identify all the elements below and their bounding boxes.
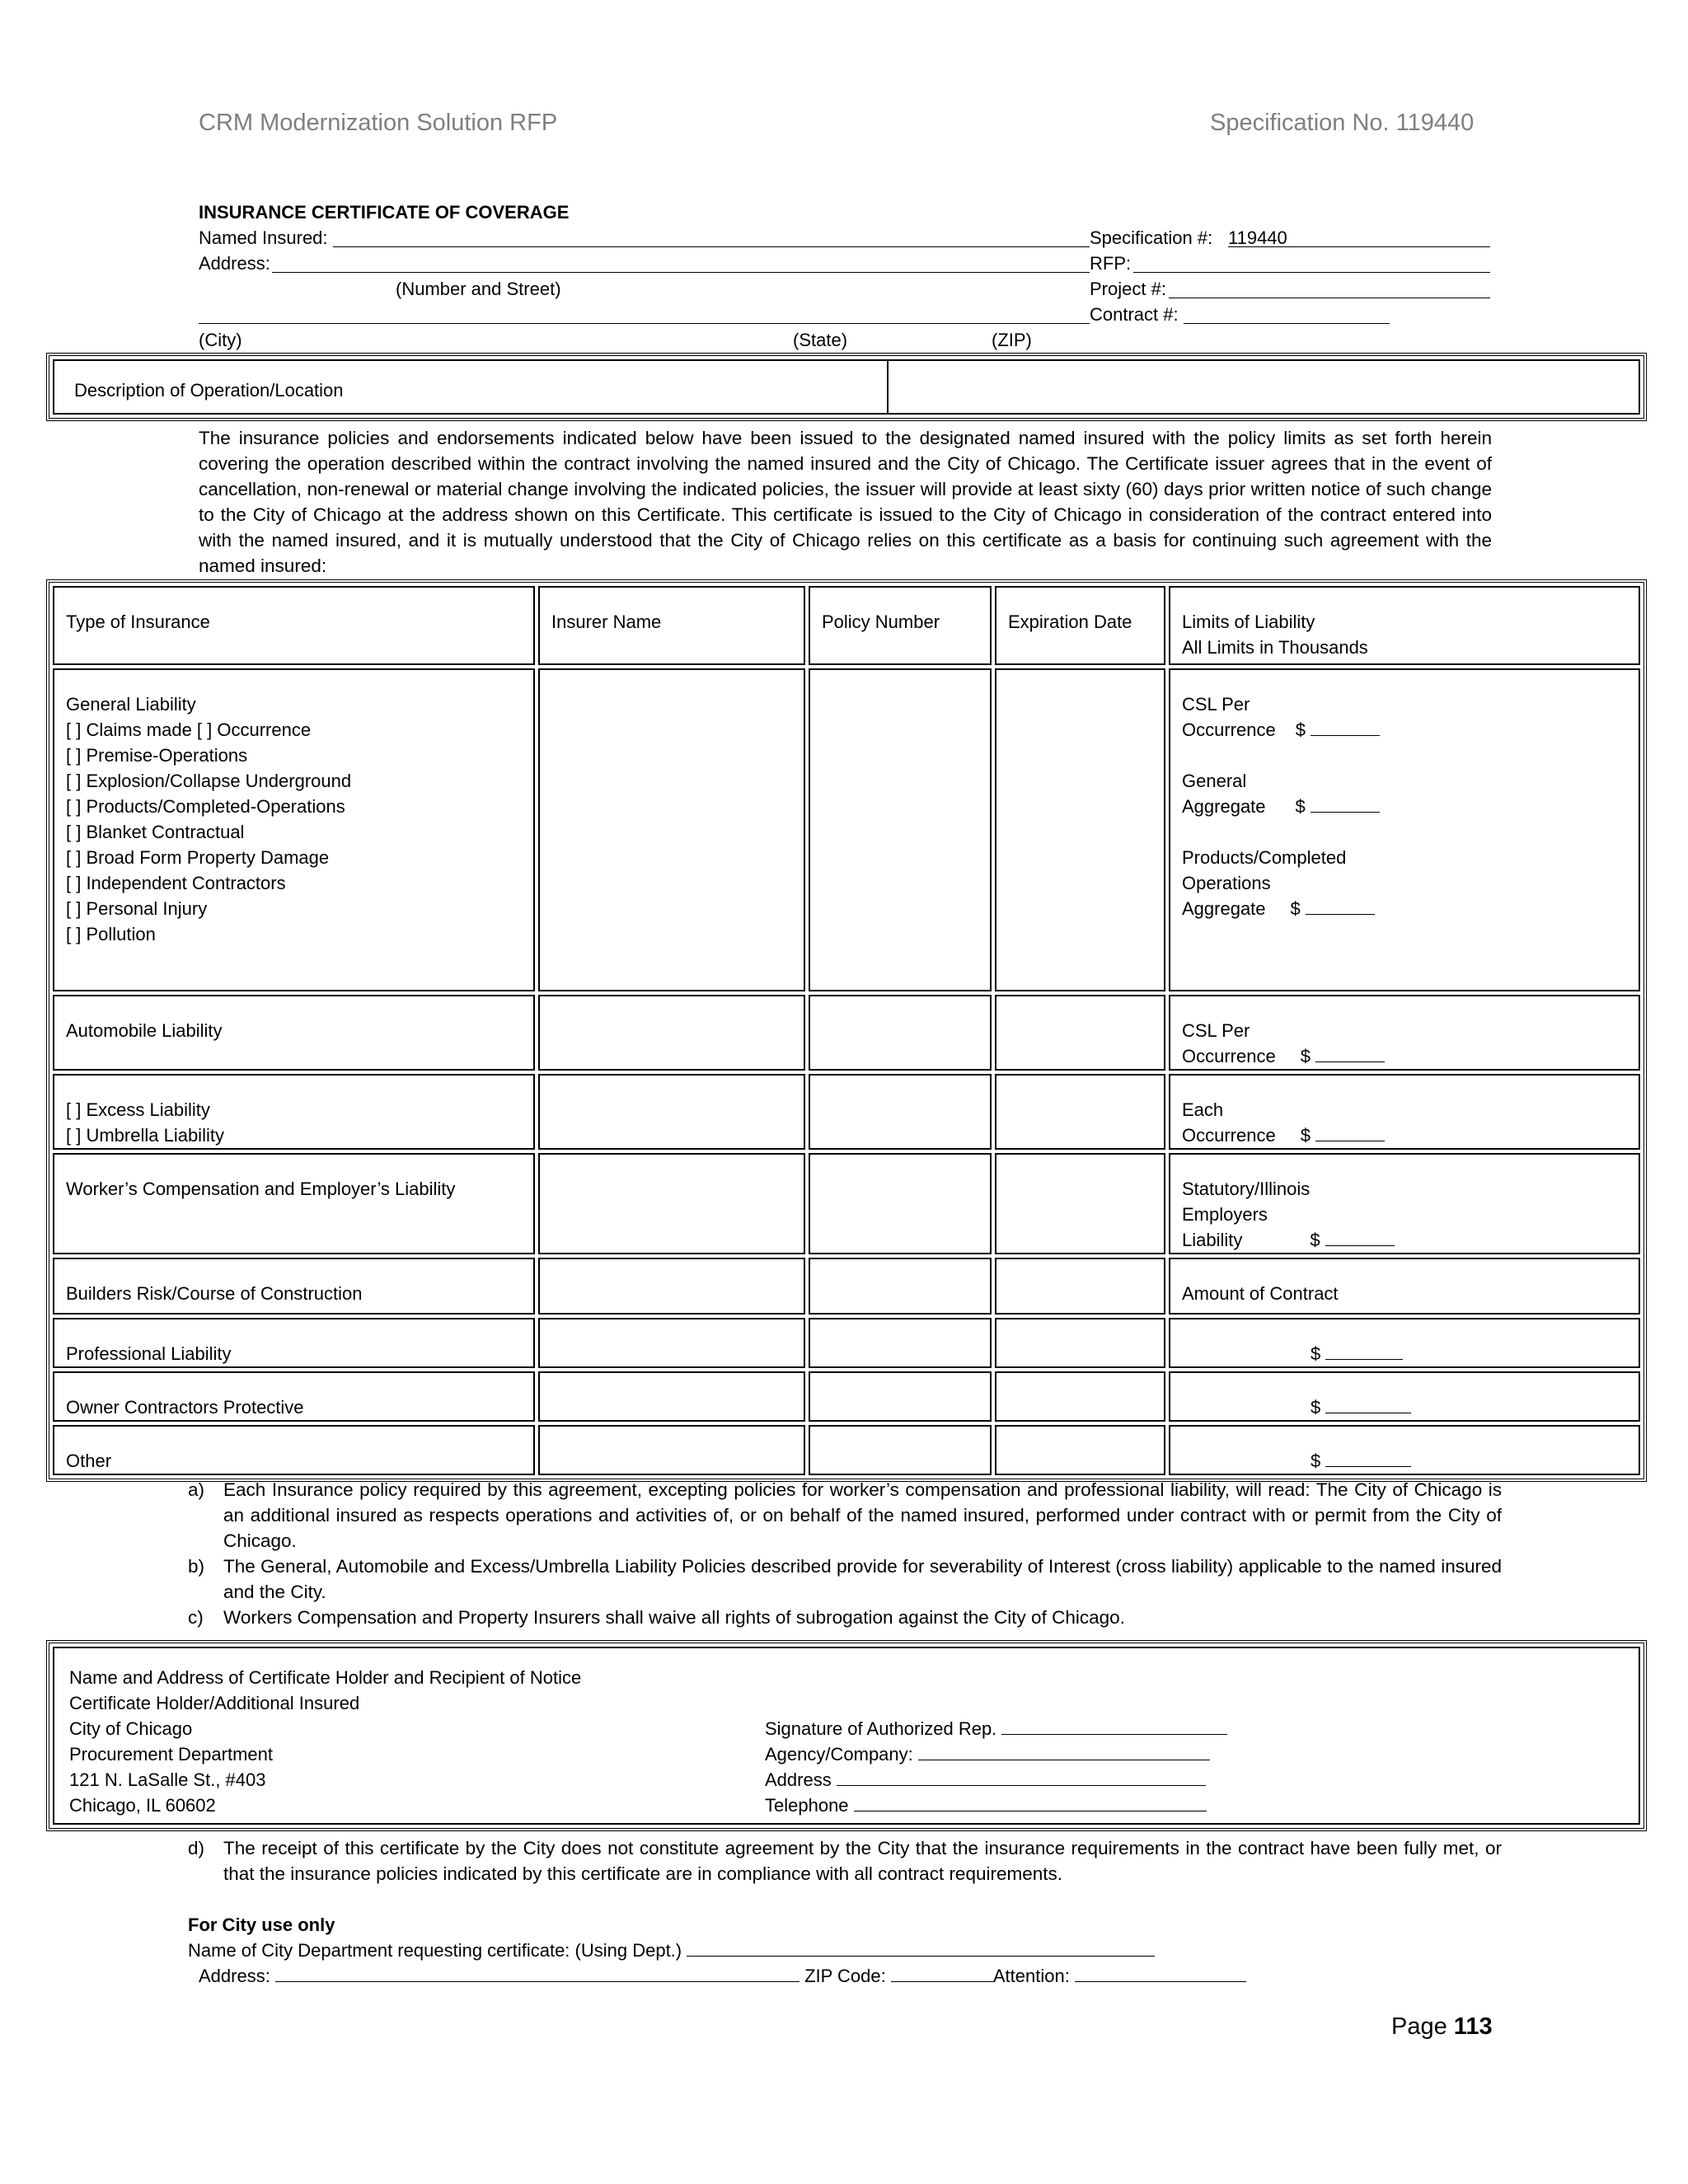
agency-label: Agency/Company: (765, 1744, 913, 1765)
excess-insurer-cell[interactable] (538, 1074, 805, 1150)
checkbox-claims-occurrence[interactable]: [ ] Claims made [ ] Occurrence (66, 719, 312, 740)
holder-address-field[interactable] (837, 1770, 1206, 1786)
city-address-row (199, 1963, 1246, 1989)
workers-limits-cell (1169, 1153, 1640, 1254)
holder-address-row (765, 1767, 1206, 1793)
professional-expiration-cell[interactable] (995, 1318, 1165, 1368)
holder-line-2: Certificate Holder/Additional Insured (69, 1693, 360, 1713)
owner-limits-cell (1169, 1371, 1640, 1422)
checkbox-independent-contractors[interactable]: [ ] Independent Contractors (66, 873, 286, 893)
city-dept-field[interactable] (687, 1941, 1155, 1957)
gl-csl-row (1182, 717, 1627, 743)
workers-liability-label: Liability (1182, 1230, 1243, 1250)
note-c (188, 1605, 1502, 1630)
checkbox-personal-injury[interactable]: [ ] Personal Injury (66, 898, 208, 919)
excess-blank[interactable] (1315, 1126, 1385, 1141)
owner-insurer-cell[interactable] (538, 1371, 805, 1422)
named-insured-label: Named Insured: (199, 227, 328, 248)
general-expiration-cell[interactable] (995, 668, 1165, 991)
general-liability-title: General Liability (66, 694, 196, 715)
number-street-label: (Number and Street) (396, 279, 561, 299)
limits-label: Limits of Liability (1182, 612, 1315, 632)
other-policy-cell[interactable] (809, 1425, 992, 1475)
note-b-text: The General, Automobile and Excess/Umbrella Liability Policies described provide for severability of Interest (cross liability) applicable to the named insured and the City. (223, 1556, 1502, 1602)
contract-label: Contract #: (1090, 304, 1179, 325)
certificate-holder-box (46, 1640, 1647, 1831)
spec-label: Specification #: (1090, 227, 1213, 248)
table-row-professional (53, 1318, 1640, 1368)
general-liability-cell (53, 668, 535, 991)
table-row-excess (53, 1074, 1640, 1150)
note-c-label: c) (188, 1607, 204, 1628)
auto-dollar: $ (1300, 1046, 1311, 1066)
spec-line (1228, 246, 1490, 247)
general-policy-cell[interactable] (809, 668, 992, 991)
other-title: Other (53, 1425, 535, 1475)
checkbox-umbrella-liability[interactable]: [ ] Umbrella Liability (66, 1125, 224, 1146)
owner-blank[interactable] (1325, 1398, 1411, 1413)
project-label: Project #: (1090, 279, 1166, 299)
table-row-owner (53, 1371, 1640, 1422)
auto-limit-row (1182, 1043, 1627, 1069)
gl-general-label: General (1182, 771, 1247, 791)
signature-row (765, 1716, 1227, 1741)
gl-products-dollar: $ (1290, 898, 1301, 919)
professional-policy-cell[interactable] (809, 1318, 992, 1368)
workers-employers-label: Employers (1182, 1204, 1268, 1225)
header-expiration: Expiration Date (995, 586, 1165, 665)
professional-insurer-cell[interactable] (538, 1318, 805, 1368)
page-prefix: Page (1391, 2013, 1447, 2040)
other-expiration-cell[interactable] (995, 1425, 1165, 1475)
holder-line-6: Chicago, IL 60602 (69, 1795, 216, 1816)
builders-expiration-cell[interactable] (995, 1258, 1165, 1315)
checkbox-explosion-collapse[interactable]: [ ] Explosion/Collapse Underground (66, 771, 352, 791)
workers-policy-cell[interactable] (809, 1153, 992, 1254)
spec-value: 119440 (1228, 227, 1287, 248)
note-d-text: The receipt of this certificate by the City does not constitute agreement by the City that the insurance requirements in the contract have been fully met, or that the insurance policies indicated by this certificate are in compliance with all contract requirements. (223, 1838, 1502, 1884)
gl-general-blank[interactable] (1311, 797, 1380, 813)
excess-cell (53, 1074, 535, 1150)
builders-amount-label: Amount of Contract (1169, 1258, 1640, 1315)
gl-general-dollar: $ (1295, 796, 1306, 817)
workers-insurer-cell[interactable] (538, 1153, 805, 1254)
signature-field[interactable] (1001, 1719, 1227, 1735)
gl-general-row (1182, 794, 1627, 819)
rfp-line (1133, 272, 1490, 273)
auto-blank[interactable] (1315, 1047, 1385, 1062)
header-title: CRM Modernization Solution RFP (199, 110, 558, 136)
auto-occurrence-label: Occurrence (1182, 1046, 1276, 1066)
checkbox-blanket-contractual[interactable]: [ ] Blanket Contractual (66, 822, 245, 842)
auto-policy-cell[interactable] (809, 995, 992, 1071)
contract-line (1184, 323, 1390, 324)
auto-title: Automobile Liability (53, 995, 535, 1071)
note-a-label: a) (188, 1479, 205, 1500)
table-row-other (53, 1425, 1640, 1475)
table-row-automobile (53, 995, 1640, 1071)
professional-title: Professional Liability (53, 1318, 535, 1368)
other-limits-cell (1169, 1425, 1640, 1475)
excess-policy-cell[interactable] (809, 1074, 992, 1150)
other-blank[interactable] (1325, 1451, 1411, 1467)
address-label: Address: (199, 253, 270, 274)
owner-expiration-cell[interactable] (995, 1371, 1165, 1422)
signature-label: Signature of Authorized Rep. (765, 1718, 997, 1739)
holder-address-label: Address (765, 1769, 832, 1790)
telephone-row (765, 1793, 1207, 1818)
excess-limits-cell (1169, 1074, 1640, 1150)
city-dept-label: Name of City Department requesting certificate: (Using Dept.) (188, 1940, 682, 1961)
builders-policy-cell[interactable] (809, 1258, 992, 1315)
excess-expiration-cell[interactable] (995, 1074, 1165, 1150)
table-row-workers (53, 1153, 1640, 1254)
city-state-line (199, 323, 1090, 324)
intro-paragraph: The insurance policies and endorsements indicated below have been issued to the designated named insured with the policy limits as set forth herein covering the operation described within the contract involving the named insured and the City of Chicago. The Certificate issuer agrees that in the event of cancellation, non-renewal or material change involving the indicated policies, the issuer will provide at least sixty (60) days prior written notice of such change to the City of Chicago at the address shown on this Certificate. This certificate is issued to the City of Chicago in consideration of the contract entered into with the named insured, and it is mutually understood that the City of Chicago relies on this certificate as a basis for continuing such agreement with the named insured: (199, 428, 1492, 576)
note-c-text: Workers Compensation and Property Insurers shall waive all rights of subrogation against the City of Chicago. (223, 1607, 1125, 1628)
gl-occurrence-label: Occurrence (1182, 719, 1276, 740)
holder-line-3: City of Chicago (69, 1718, 193, 1739)
workers-title: Worker’s Compensation and Employer’s Liability (53, 1153, 535, 1254)
other-insurer-cell[interactable] (538, 1425, 805, 1475)
description-divider (887, 359, 889, 415)
form-title: INSURANCE CERTIFICATE OF COVERAGE (199, 202, 570, 223)
checkbox-premise-operations[interactable]: [ ] Premise-Operations (66, 745, 248, 766)
workers-expiration-cell[interactable] (995, 1153, 1165, 1254)
city-attention-label: Attention: (992, 1966, 1070, 1986)
general-limits-cell (1169, 668, 1640, 991)
description-label: Description of Operation/Location (74, 380, 344, 401)
builders-insurer-cell[interactable] (538, 1258, 805, 1315)
note-a-text: Each Insurance policy required by this agreement, excepting policies for worker’s compensation and professional liability, will read: The City of Chicago is an additional insured as respects operations and activities of, or on behalf of the named insured, performed under contract with or permit from the City of Chicago. (223, 1479, 1502, 1551)
auto-csl-label: CSL Per (1182, 1020, 1250, 1041)
gl-csl-blank[interactable] (1311, 720, 1380, 736)
header-type: Type of Insurance (53, 586, 535, 665)
agency-field[interactable] (918, 1745, 1210, 1760)
gl-prod-aggregate-label: Aggregate (1182, 898, 1266, 919)
checkbox-broad-form[interactable]: [ ] Broad Form Property Damage (66, 847, 330, 868)
header-insurer: Insurer Name (538, 586, 805, 665)
excess-each-label: Each (1182, 1099, 1224, 1120)
auto-insurer-cell[interactable] (538, 995, 805, 1071)
workers-dollar: $ (1310, 1230, 1320, 1250)
rfp-label: RFP: (1090, 253, 1132, 274)
excess-limit-row (1182, 1122, 1627, 1148)
other-dollar: $ (1311, 1451, 1321, 1471)
state-label: (State) (793, 330, 848, 350)
checkbox-excess-liability[interactable]: [ ] Excess Liability (66, 1099, 210, 1120)
city-dept-row (188, 1938, 1155, 1963)
header-limits (1169, 586, 1640, 665)
checkbox-products-completed[interactable]: [ ] Products/Completed-Operations (66, 796, 345, 817)
auto-limits-cell (1169, 995, 1640, 1071)
named-insured-line (333, 246, 1090, 247)
note-d (188, 1835, 1502, 1886)
gl-products-blank[interactable] (1306, 899, 1375, 915)
header-policy-number: Policy Number (809, 586, 992, 665)
city-address-field[interactable] (275, 1966, 799, 1982)
gl-products-row (1182, 896, 1627, 921)
telephone-field[interactable] (854, 1796, 1207, 1811)
owner-title: Owner Contractors Protective (53, 1371, 535, 1422)
builders-title: Builders Risk/Course of Construction (53, 1258, 535, 1315)
city-zip-label: ZIP Code: (804, 1966, 886, 1986)
limits-thousands-label: All Limits in Thousands (1182, 637, 1368, 658)
auto-expiration-cell[interactable] (995, 995, 1165, 1071)
workers-limit-row (1182, 1227, 1627, 1253)
note-b-label: b) (188, 1556, 205, 1577)
gl-operations-label: Operations (1182, 873, 1271, 893)
zip-label: (ZIP) (992, 330, 1032, 350)
page-number (1391, 2013, 1493, 2041)
description-box (46, 353, 1647, 421)
telephone-label: Telephone (765, 1795, 849, 1816)
holder-line-5: 121 N. LaSalle St., #403 (69, 1769, 266, 1790)
workers-statutory-label: Statutory/Illinois (1182, 1179, 1311, 1199)
address-line (272, 272, 1090, 273)
table-row-general-liability (53, 668, 1640, 991)
owner-policy-cell[interactable] (809, 1371, 992, 1422)
gl-csl-dollar: $ (1295, 719, 1306, 740)
city-address-label: Address: (199, 1966, 270, 1986)
holder-line-1: Name and Address of Certificate Holder and Recipient of Notice (69, 1667, 582, 1688)
professional-blank[interactable] (1325, 1344, 1403, 1360)
excess-dollar: $ (1300, 1125, 1311, 1146)
city-label: (City) (199, 330, 242, 350)
gl-aggregate-label: Aggregate (1182, 796, 1266, 817)
workers-blank[interactable] (1325, 1230, 1395, 1246)
city-zip-field[interactable] (891, 1966, 993, 1982)
city-attention-field[interactable] (1075, 1966, 1246, 1982)
gl-products-label: Products/Completed (1182, 847, 1347, 868)
checkbox-pollution[interactable]: [ ] Pollution (66, 924, 156, 944)
note-d-label: d) (188, 1838, 205, 1858)
note-b (188, 1554, 1502, 1605)
insurance-table (46, 579, 1647, 1482)
professional-dollar: $ (1311, 1343, 1321, 1364)
table-row-builders (53, 1258, 1640, 1315)
header-spec-number: Specification No. 119440 (1210, 110, 1475, 136)
owner-dollar: $ (1311, 1397, 1321, 1418)
professional-limits-cell (1169, 1318, 1640, 1368)
table-header-row (53, 586, 1640, 665)
holder-line-4: Procurement Department (69, 1744, 273, 1765)
excess-occurrence-label: Occurrence (1182, 1125, 1276, 1146)
agency-row (765, 1741, 1210, 1767)
gl-csl-label: CSL Per (1182, 694, 1250, 715)
page-number-value: 113 (1453, 2013, 1493, 2040)
city-use-title: For City use only (188, 1915, 335, 1935)
general-insurer-cell[interactable] (538, 668, 805, 991)
note-a (188, 1477, 1502, 1554)
